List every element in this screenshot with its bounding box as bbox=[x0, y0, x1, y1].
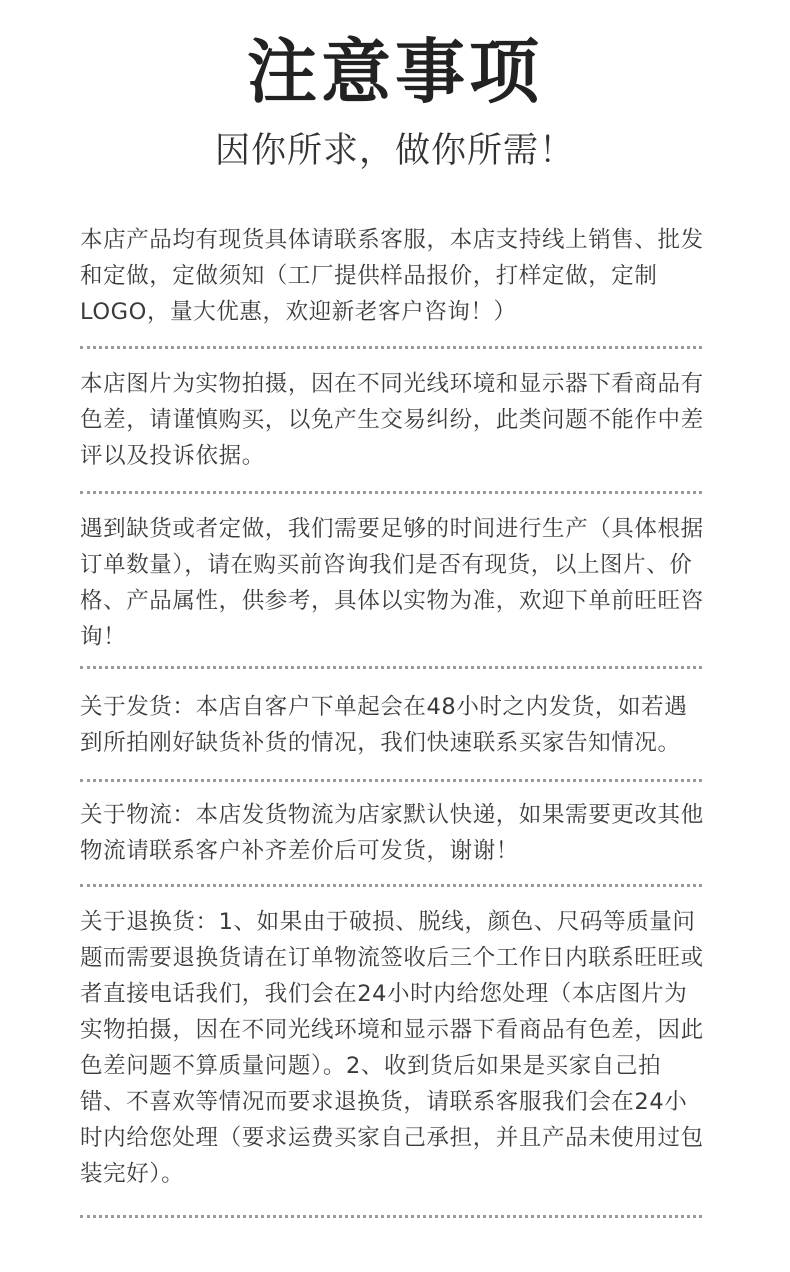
page-subtitle: 因你所求，做你所需！ bbox=[214, 131, 575, 171]
dotted-divider bbox=[80, 779, 702, 782]
notice-shipping: 关于发货：本店自客户下单起会在48小时之内发货，如若遇到所拍刚好缺货补货的情况，我们快速联系买家告知情况。 bbox=[80, 694, 688, 756]
page-title: 注意事项 bbox=[247, 31, 543, 113]
dotted-divider bbox=[80, 666, 702, 669]
notice-returns: 关于退换货：1、如果由于破损、脱线，颜色、尺码等质量问题而需要退换货请在订单物流签收后三个工作日内联系旺旺或者直接电话我们，我们会在24小时内给您处理（本店图片为实物拍摄，因在不同光线环境和显示器下看商品有色差，因此色差问题不算质量问题）。2、收到货后如果是买家自己拍错、不喜欢等情况而要求退换货，请联系客服我们会在24小时内给您处理（要求运费买家自己承担，并且产品未使用过包装完好）。 bbox=[80, 909, 704, 1187]
dotted-divider bbox=[80, 346, 702, 349]
dotted-divider bbox=[80, 491, 702, 494]
notice-stock-and-custom: 本店产品均有现货具体请联系客服，本店支持线上销售、批发和定做，定做须知（工厂提供样品报价，打样定做，定制LOGO，量大优惠，欢迎新老客户咨询！） bbox=[80, 227, 704, 325]
dotted-divider bbox=[80, 884, 702, 887]
notice-out-of-stock: 遇到缺货或者定做，我们需要足够的时间进行生产（具体根据订单数量），请在购买前咨询我们是否有现货，以上图片、价格、产品属性，供参考，具体以实物为准，欢迎下单前旺旺咨询！ bbox=[80, 516, 704, 650]
notice-logistics: 关于物流：本店发货物流为店家默认快递，如果需要更改其他物流请联系客户补齐差价后可发货，谢谢！ bbox=[80, 802, 704, 864]
notice-color-difference: 本店图片为实物拍摄，因在不同光线环境和显示器下看商品有色差，请谨慎购买，以免产生交易纠纷，此类问题不能作中差评以及投诉依据。 bbox=[80, 371, 704, 469]
dotted-divider bbox=[80, 1215, 702, 1218]
